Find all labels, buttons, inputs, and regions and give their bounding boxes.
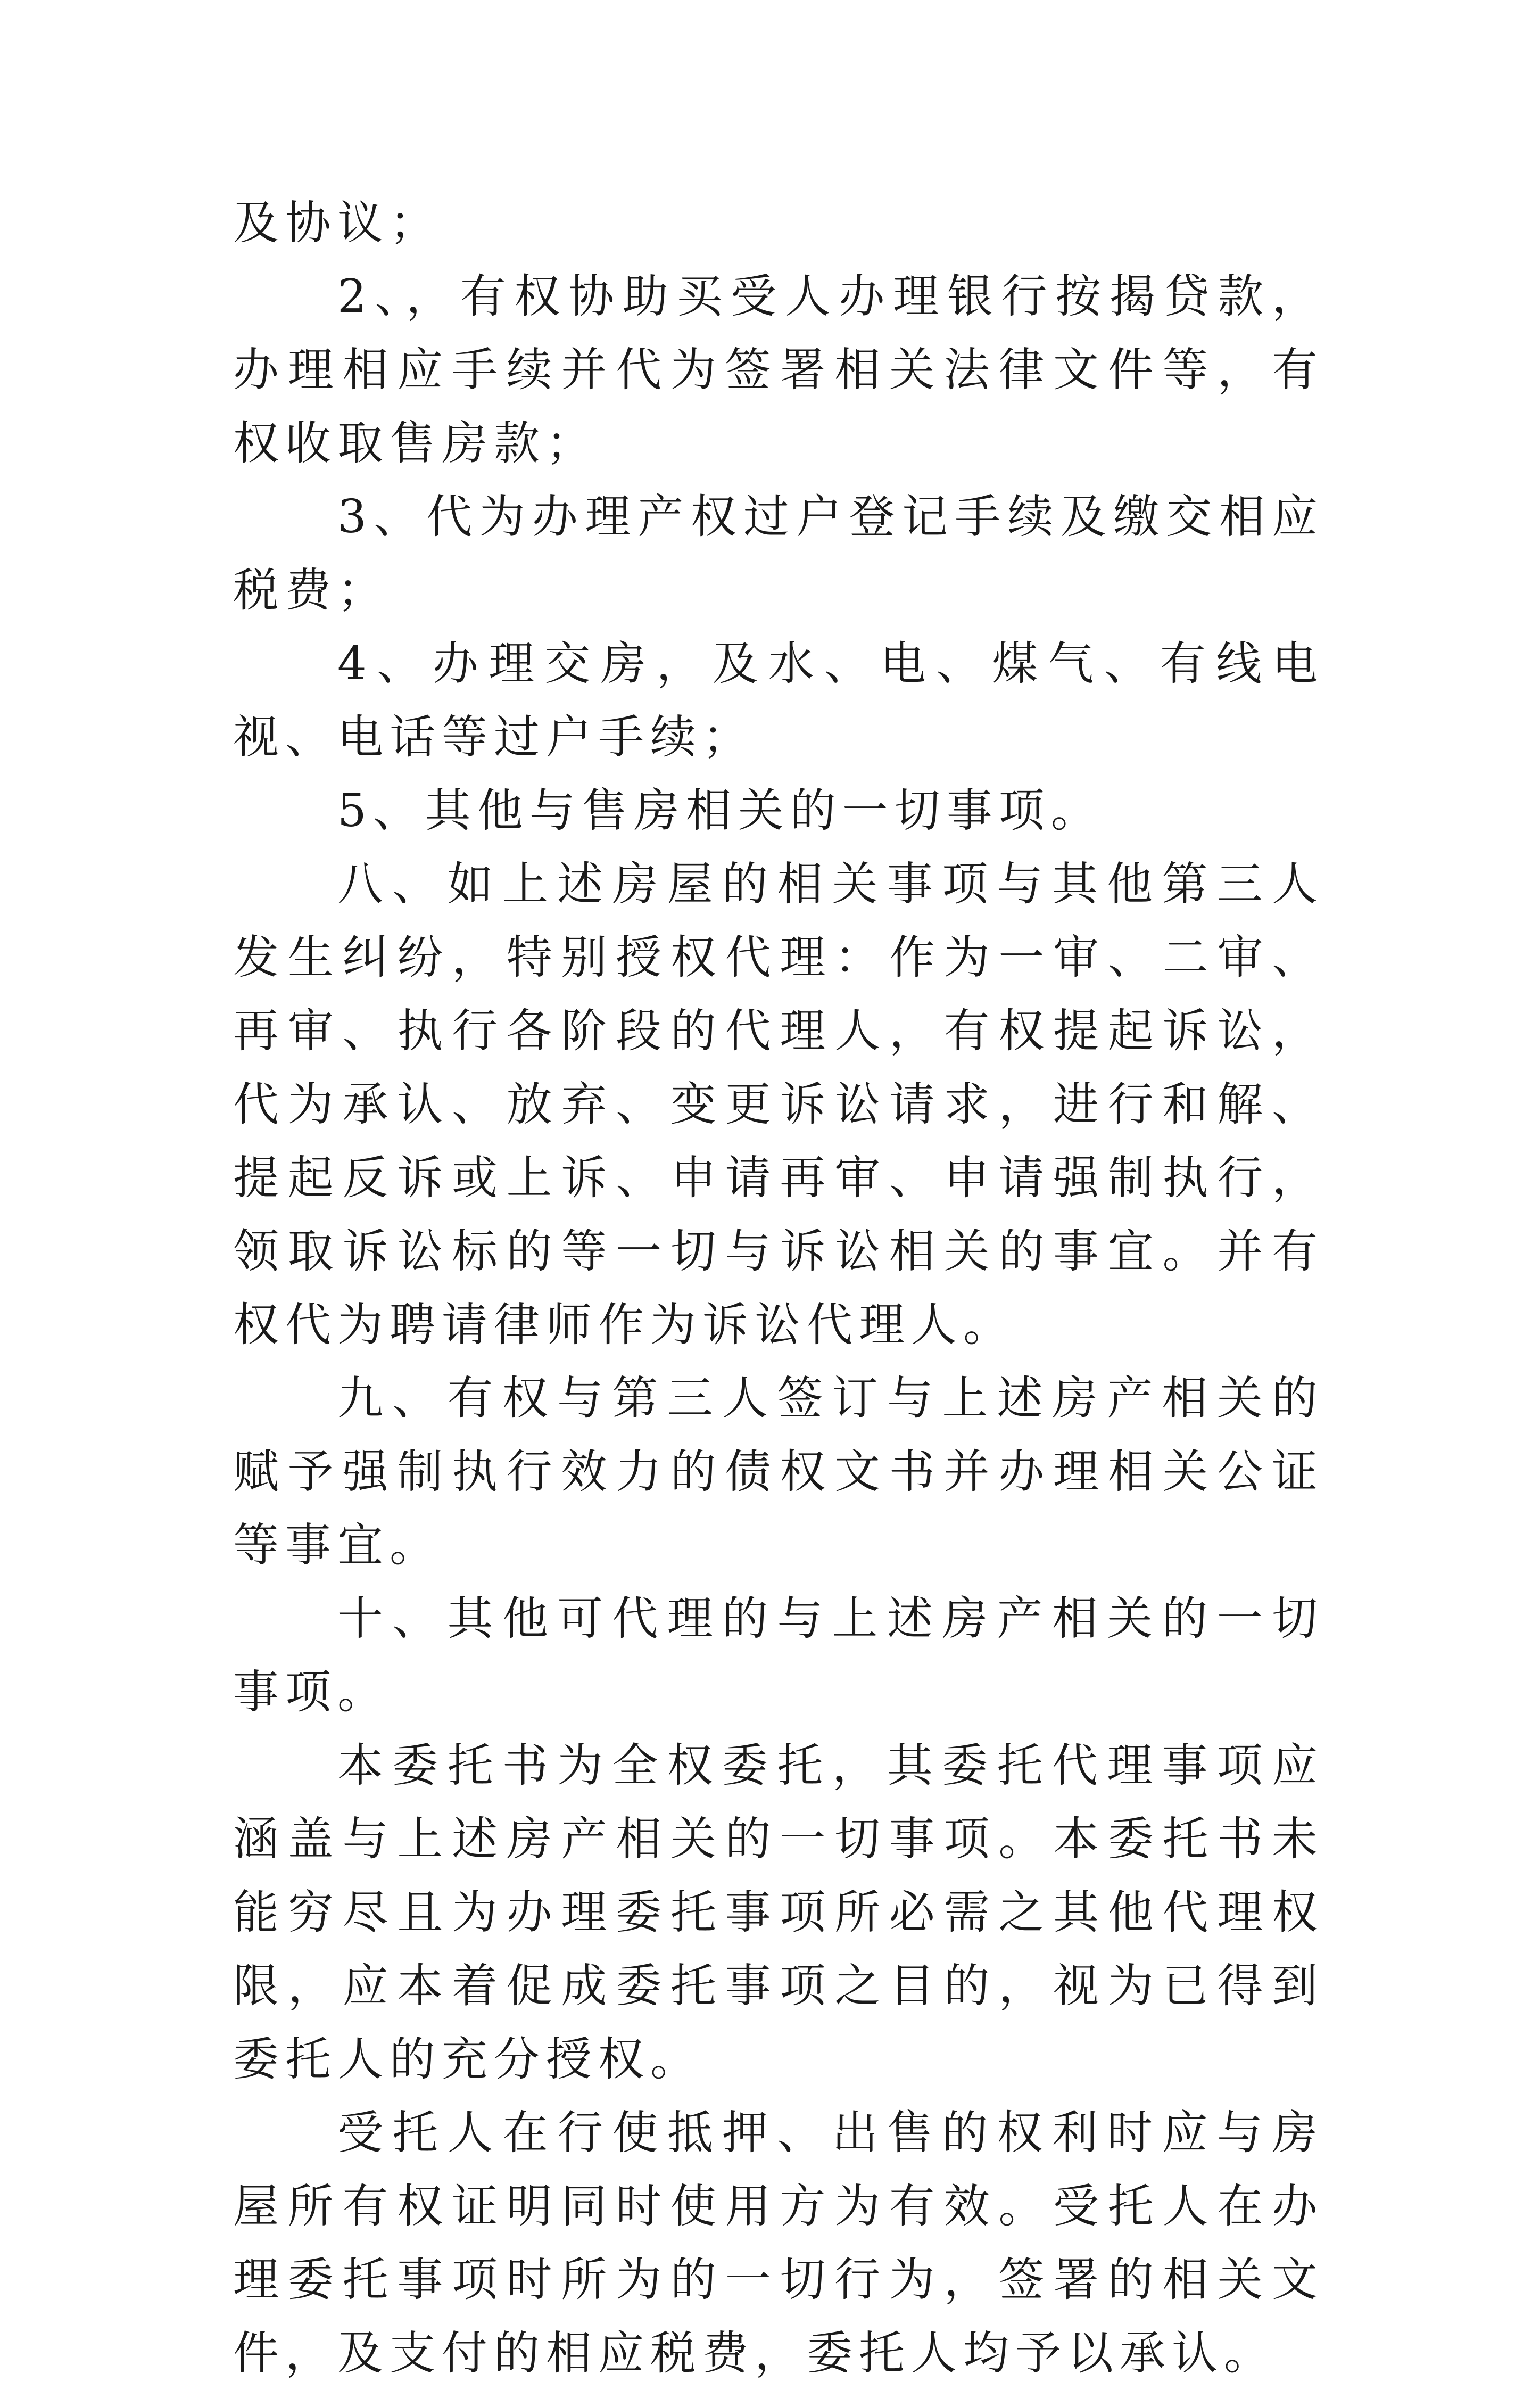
paragraph-3: 3、代为办理产权过户登记手续及缴交相应税费； xyxy=(233,490,1324,617)
paragraph-7: 九、有权与第三人签订与上述房产相关的赋予强制执行效力的债权文书并办理相关公证等事宜。 xyxy=(233,1372,1324,1572)
paragraph-10: 受托人在行使抵押、出售的权利时应与房屋所有权证明同时使用方为有效。受托人在办理委托事项时所为的一切行为，签署的相关文件，及支付的相应税费，委托人均予以承认。 xyxy=(233,2106,1324,2380)
paragraph-4: 4、办理交房，及水、电、煤气、有线电视、电话等过户手续； xyxy=(233,637,1324,764)
paragraph-2: 2、，有权协助买受人办理银行按揭贷款，办理相应手续并代为签署相关法律文件等，有权收取售房款； xyxy=(233,270,1324,470)
paragraph-1: 及协议； xyxy=(233,196,442,250)
paragraph-6: 八、如上述房屋的相关事项与其他第三人发生纠纷，特别授权代理：作为一审、二审、再审、执行各阶段的代理人，有权提起诉讼，代为承认、放弃、变更诉讼请求，进行和解、提起反诉或上诉、申请再审、申请强制执行，领取诉讼标的等一切与诉讼相关的事宜。并有权代为聘请律师作为诉讼代理人。 xyxy=(233,858,1324,1351)
paragraph-9: 本委托书为全权委托，其委托代理事项应涵盖与上述房产相关的一切事项。本委托书未能穷尽且为办理委托事项所必需之其他代理权限，应本着促成委托事项之目的，视为已得到委托人的充分授权。 xyxy=(233,1739,1324,2086)
paragraph-8: 十、其他可代理的与上述房产相关的一切事项。 xyxy=(233,1592,1324,1719)
paragraph-5: 5、其他与售房相关的一切事项。 xyxy=(337,784,1103,837)
document-body xyxy=(233,186,1324,2390)
